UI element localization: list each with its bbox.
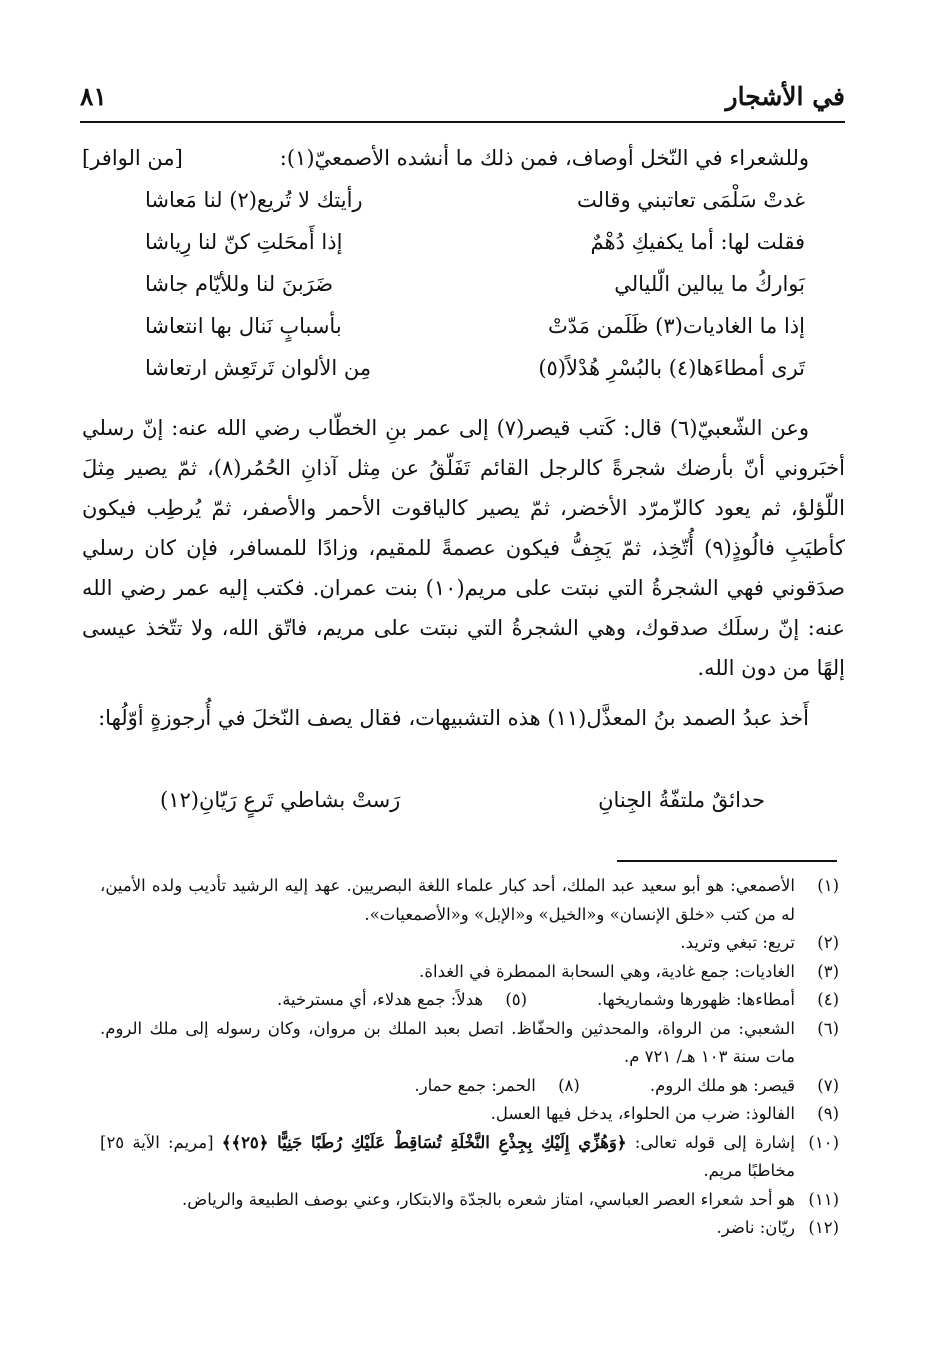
footnote-text: إشارة إلى قوله تعالى: xyxy=(634,1132,795,1152)
verse-first-hemistich: غدتْ سَلْمَى تعاتبني وقالت xyxy=(577,188,805,212)
footnote-number: (٦) xyxy=(817,1018,839,1038)
verse-first-hemistich: فقلت لها: أما يكفيكِ دُهْمٌ xyxy=(590,230,805,254)
footnote xyxy=(650,1072,839,1101)
footnote-text: الفالوذ: ضرب من الحلواء، يدخل فيها العسل. xyxy=(490,1104,795,1123)
footnote-text: الغاديات: جمع غادية، وهي السحابة الممطرة في الغداة. xyxy=(419,961,795,981)
abd-al-samad-paragraph: أَخذ عبدُ الصمد بنُ المعذَّل(١١) هذه التشبيهات، فقال يصف النّخلَ في أُرجوزةٍ أوّلُها: xyxy=(98,706,809,730)
footnote-pair xyxy=(100,986,839,1015)
verse-first-hemistich: تَرى أمطاءَها(٤) بالبُسْرِ هُدْلاً(٥) xyxy=(538,356,805,380)
footnote-text: تريع: تبغي وتريد. xyxy=(680,933,795,952)
footnote xyxy=(100,1186,839,1215)
intro-text: وللشعراء في النّخل أوصاف، فمن ذلك ما أنشده الأصمعيّ(١): xyxy=(279,146,809,170)
footnote-text: هدلاً: جمع هدلاء، أي مسترخية. xyxy=(276,990,484,1009)
verse-second-hemistich: إذا أَمحَلتِ كنّ لنا رِياشا xyxy=(145,230,343,254)
running-title: في الأشجار xyxy=(725,82,845,111)
page-number: ٨١ xyxy=(80,82,107,111)
footnote-text: قيصر: هو ملك الروم. xyxy=(649,1075,795,1095)
verse-second-hemistich: بأسبابٍ نَنال بها انتعاشا xyxy=(145,314,342,338)
verse-line xyxy=(145,230,815,272)
footnote xyxy=(597,986,839,1015)
intro-paragraph xyxy=(82,138,845,178)
footnote-pair xyxy=(100,1072,839,1101)
footnote-number: (٣) xyxy=(817,961,839,981)
footnote-text: الحمر: جمع حمار. xyxy=(414,1075,536,1095)
urjuza-verse xyxy=(160,788,765,828)
footnote xyxy=(100,1015,839,1072)
footnote-separator xyxy=(617,860,837,862)
verse-first-hemistich: إذا ما الغاديات(٣) ظَلَمن مَدّتْ xyxy=(547,314,805,338)
footnote xyxy=(277,986,527,1015)
footnote-number: (٥) xyxy=(505,990,528,1009)
footnote-number: (٤) xyxy=(817,990,839,1009)
poem-verses xyxy=(145,188,815,398)
footnote xyxy=(414,1072,579,1101)
verse-first-hemistich: حدائقٌ ملتفّةُ الجِنانِ xyxy=(598,788,765,812)
meter-label: [من الوافر] xyxy=(82,146,183,170)
footnote-text: [مريم: الآية ٢٥] مخاطبًا مريم. xyxy=(100,1132,795,1180)
footnote-number: (٩) xyxy=(817,1104,839,1123)
footnote-text: الشعبي: من الرواة، والمحدثين والحفّاظ. اتصل بعبد الملك بن مروان، وكان رسوله إلى ملك الروم. مات سنة ١٠٣ هـ/ ٧٢١ م. xyxy=(100,1018,795,1066)
footnote-number: (٢) xyxy=(817,933,839,952)
footnote-number: (٨) xyxy=(558,1075,580,1095)
verse-first-hemistich: بَواركُ ما يبالين الّليالي xyxy=(614,272,805,296)
footnote-number: (٧) xyxy=(817,1075,839,1095)
footnote xyxy=(100,958,839,987)
footnote-number: (١٢) xyxy=(808,1218,839,1237)
footnote-number: (١١) xyxy=(808,1189,839,1209)
footnote-text: أمطاءها: ظهورها وشماريخها. xyxy=(597,990,795,1009)
shabi-paragraph: وعن الشّعبيّ(٦) قال: كَتب قيصر(٧) إلى عمر بنِ الخطّاب رضي الله عنه: إنّ رسلي أخبَروني أنّ بأرضك شجرةً كالرجل القائم تَفَلّقُ عن مِثل آذانِ الحُمُر(٨)، ثمّ يصير مِثلَ اللّؤلؤ، ثم يعود كالزّمرّد الأخضر، ثمّ يصير كالياقوت الأحمر والأصفر، ثمّ يُرطِب فيكون كأطيَبِ فالُوذٍ(٩) أُتّخِذ، ثمّ يَجِفُّ فيكون عصمةً للمقيم، وزادًا للمسافر، فإن كان رسلي صدَقوني فهي الشجرةُ التي نبتت على مريم(١٠) بنت عمران. فكتب إليه عمر رضي الله عنه: إنّ رسلَك صدقوك، وهي الشجرةُ التي نبتت على مريم، فاتّق الله، ولا تتّخذ عيسى إلهًا من دون الله. xyxy=(82,416,846,680)
footnote-number: (١) xyxy=(817,876,839,895)
footnote xyxy=(100,872,839,929)
footnote xyxy=(100,929,839,958)
footnote xyxy=(100,1214,839,1243)
footnote-number: (١٠) xyxy=(808,1132,839,1152)
footnote xyxy=(100,1129,839,1186)
verse-second-hemistich: ضَرَبنَ لنا وللأيّام جاشا xyxy=(145,272,334,296)
verse-line xyxy=(145,272,815,314)
quran-verse: ﴿وَهُزِّي إِلَيْكِ بِجِذْعِ النَّخْلَةِ تُسَاقِطْ عَلَيْكِ رُطَبًا جَنِيًّا ﴿٢٥﴾﴾ xyxy=(221,1132,627,1152)
footnote-text: هو أحد شعراء العصر العباسي، امتاز شعره بالجدّة والابتكار، وعني بوصف الطبيعة والرياض. xyxy=(182,1189,795,1209)
verse-line xyxy=(145,314,815,356)
footnotes xyxy=(100,872,839,1243)
verse-second-hemistich: رأيتك لا تُريع(٢) لنا مَعاشا xyxy=(145,188,363,212)
header-rule xyxy=(80,121,845,123)
page-header xyxy=(80,82,845,118)
verse-line xyxy=(145,356,815,398)
footnote-text: الأصمعي: هو أبو سعيد عبد الملك، أحد كبار علماء اللغة البصريين. عهد إليه الرشيد تأديب ولده الأمين، له من كتب «خلق الإنسان» و«الخيل» و«الإبل» و«الأصمعيات». xyxy=(100,876,795,924)
verse-second-hemistich: رَستْ بشاطي تَرعٍ رَيّانِ(١٢) xyxy=(160,788,401,812)
footnote-text: ريّان: ناضر. xyxy=(716,1218,795,1237)
verse-second-hemistich: مِن الألوان تَرتَعِش ارتعاشا xyxy=(145,356,372,380)
footnote xyxy=(100,1100,839,1129)
verse-line xyxy=(145,188,815,230)
